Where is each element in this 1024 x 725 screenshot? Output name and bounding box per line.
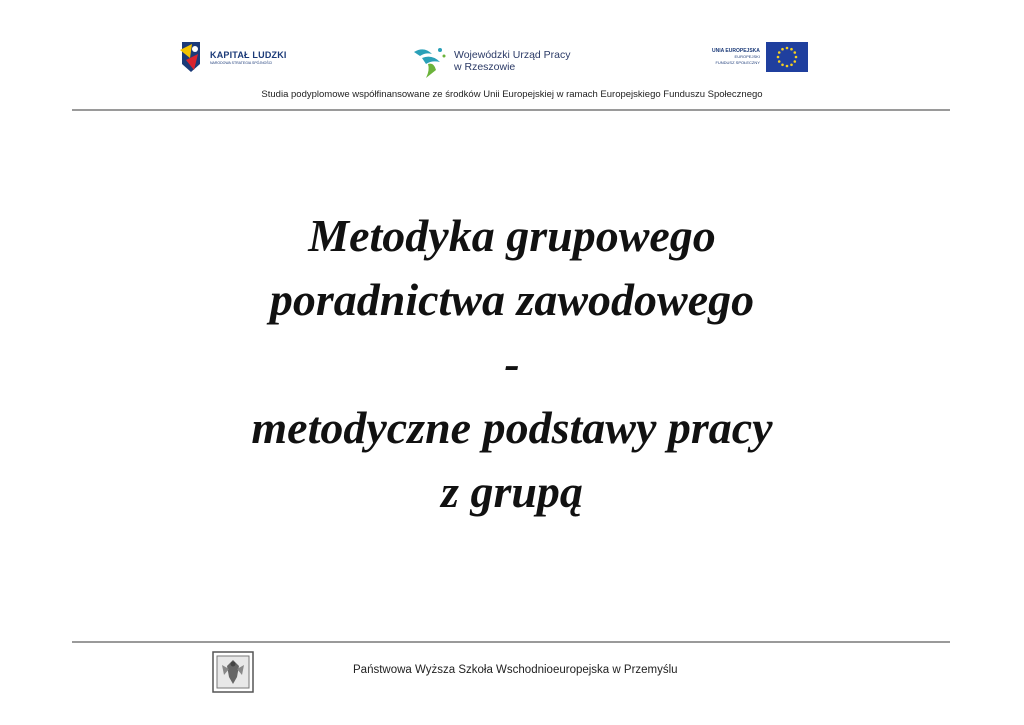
kapital-ludzki-logo bbox=[178, 40, 287, 74]
wup-name: Wojewódzki Urząd Pracy bbox=[454, 49, 571, 61]
eu-fund-line1: EUROPEJSKI bbox=[734, 54, 760, 59]
eu-fund-line2: FUNDUSZ SPOŁECZNY bbox=[715, 60, 760, 65]
institution-name: Państwowa Wyższa Szkoła Wschodnioeuropejska w Przemyślu bbox=[353, 664, 678, 676]
eu-logo bbox=[712, 42, 808, 72]
title-line-5: z grupą bbox=[441, 466, 583, 517]
kapital-ludzki-subtitle: NARODOWA STRATEGIA SPÓJNOŚCI bbox=[210, 60, 273, 65]
title-line-2: poradnictwa zawodowego bbox=[269, 274, 755, 325]
slide-title bbox=[0, 204, 1024, 524]
wup-location: w Rzeszowie bbox=[454, 61, 516, 73]
eu-flag-icon bbox=[766, 42, 808, 72]
page-header bbox=[0, 0, 1024, 112]
kapital-ludzki-emblem-icon bbox=[178, 40, 204, 74]
eu-name: UNIA EUROPEJSKA bbox=[712, 48, 760, 54]
cofinancing-caption: Studia podyplomowe współfinansowane ze środków Unii Europejskiej w ramach Europejskiego Funduszu Społecznego bbox=[261, 89, 763, 100]
footer-divider bbox=[72, 641, 950, 643]
kapital-ludzki-name: KAPITAŁ LUDZKI bbox=[210, 49, 287, 60]
title-line-4: metodyczne podstawy pracy bbox=[251, 402, 773, 453]
wup-logo bbox=[412, 42, 571, 80]
title-line-3: - bbox=[504, 338, 520, 389]
header-divider bbox=[72, 109, 950, 111]
university-emblem-icon bbox=[212, 651, 254, 693]
title-line-1: Metodyka grupowego bbox=[308, 210, 716, 261]
wup-bird-icon bbox=[412, 42, 448, 80]
